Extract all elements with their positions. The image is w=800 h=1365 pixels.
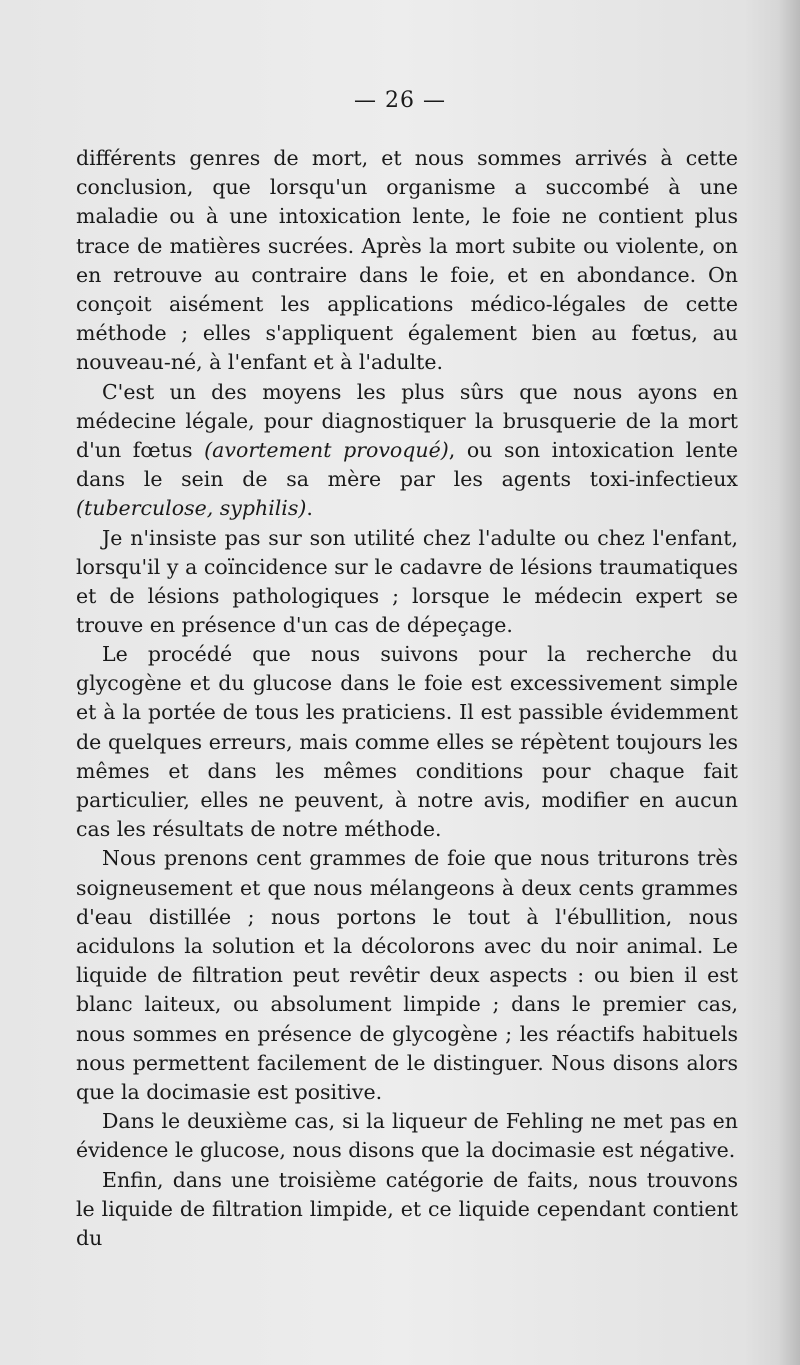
paragraph bbox=[76, 378, 738, 524]
paragraph: Enfin, dans une troisième catégorie de faits, nous trouvons le liquide de filtration limpide, et ce liquide cependant contient du bbox=[76, 1167, 738, 1251]
paragraph-text: , ou son intoxication lente dans le sein de sa mère par les agents toxi-infectieux bbox=[76, 438, 738, 492]
italic-text: (tuberculose, syphilis) bbox=[76, 496, 307, 521]
paragraph-text: C'est un des moyens les plus sûrs que nous ayons en médecine légale, pour diagnostiquer la brusquerie de la mort d'un fœtus bbox=[76, 379, 738, 463]
page-edge-shadow bbox=[778, 0, 800, 1365]
text-block-upper bbox=[76, 144, 738, 640]
page-number: — 26 — bbox=[354, 88, 446, 113]
text-block-lower bbox=[76, 640, 738, 1253]
paragraph: Dans le deuxième cas, si la liqueur de Fehling ne met pas en évidence le glucose, nous disons que la docimasie est négative. bbox=[76, 1109, 738, 1163]
paragraph: Nous prenons cent grammes de foie que nous triturons très soigneusement et que nous mélangeons à deux cents grammes d'eau distillée ; nous portons le tout à l'ébullition, nous acidulons la solution et la décolorons avec du noir animal. Le liquide de filtration peut revêtir deux aspects : ou bien il est blanc laiteux, ou absolument limpide ; dans le premier cas, nous sommes en présence de glycogène ; les réactifs habituels nous permettent facilement de le distinguer. Nous disons alors que la docimasie est positive. bbox=[76, 846, 738, 1105]
italic-text: (avortement provoqué) bbox=[204, 438, 449, 463]
paragraph: Le procédé que nous suivons pour la recherche du glycogène et du glucose dans le foie est excessivement simple et à la portée de tous les praticiens. Il est passible évidemment de quelques erreurs, mais comme elles se répètent toujours les mêmes et dans les mêmes conditions pour chaque fait particulier, elles ne peuvent, à notre avis, modifier en aucun cas les résultats de notre méthode. bbox=[76, 642, 738, 842]
paragraph: différents genres de mort, et nous sommes arrivés à cette conclusion, que lorsqu'un organisme a succombé à une maladie ou à une intoxication lente, le foie ne contient plus trace de matières sucrées. Après la mort subite ou violente, on en retrouve au contraire dans le foie, et en abondance. On conçoit aisément les applications médico-légales de cette méthode ; elles s'appliquent également bien au fœtus, au nouveau-né, à l'enfant et à l'adulte. bbox=[76, 146, 738, 375]
paragraph: Je n'insiste pas sur son utilité chez l'adulte ou chez l'enfant, lorsqu'il y a coïncidence sur le cadavre de lésions traumatiques et de lésions pathologiques ; lorsque le médecin expert se trouve en présence d'un cas de dépeçage. bbox=[76, 525, 738, 638]
paragraph-text: . bbox=[306, 496, 313, 521]
